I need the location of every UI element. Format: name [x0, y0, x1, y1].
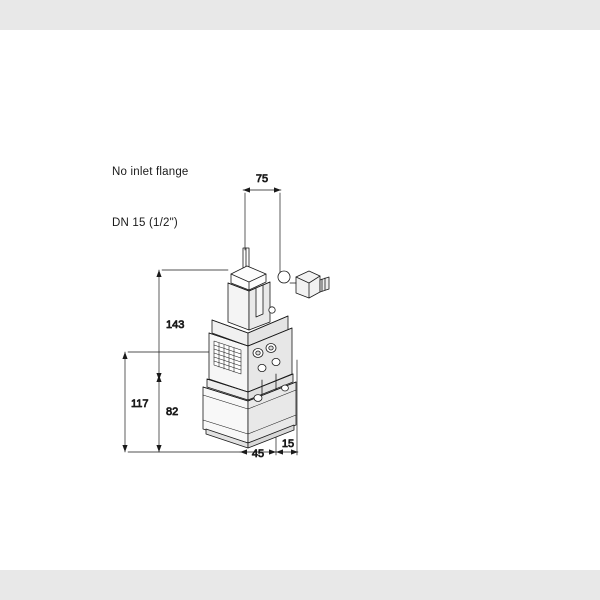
dimension-label-143: 143 [166, 319, 185, 331]
actuator-stem [243, 248, 249, 268]
dimension-label-75: 75 [255, 173, 269, 185]
valve-assembly [203, 248, 329, 448]
dimension-label-117: 117 [131, 398, 149, 410]
caption-line-1: No inlet flange [112, 166, 189, 178]
dimension-label-82: 82 [166, 406, 179, 418]
dimension-82 [156, 375, 161, 452]
dimension-label-45: 45 [251, 448, 265, 460]
dimension-label-15: 15 [281, 438, 295, 450]
terminal-connector [278, 271, 329, 298]
caption-line-2: DN 15 (1/2") [112, 217, 178, 229]
